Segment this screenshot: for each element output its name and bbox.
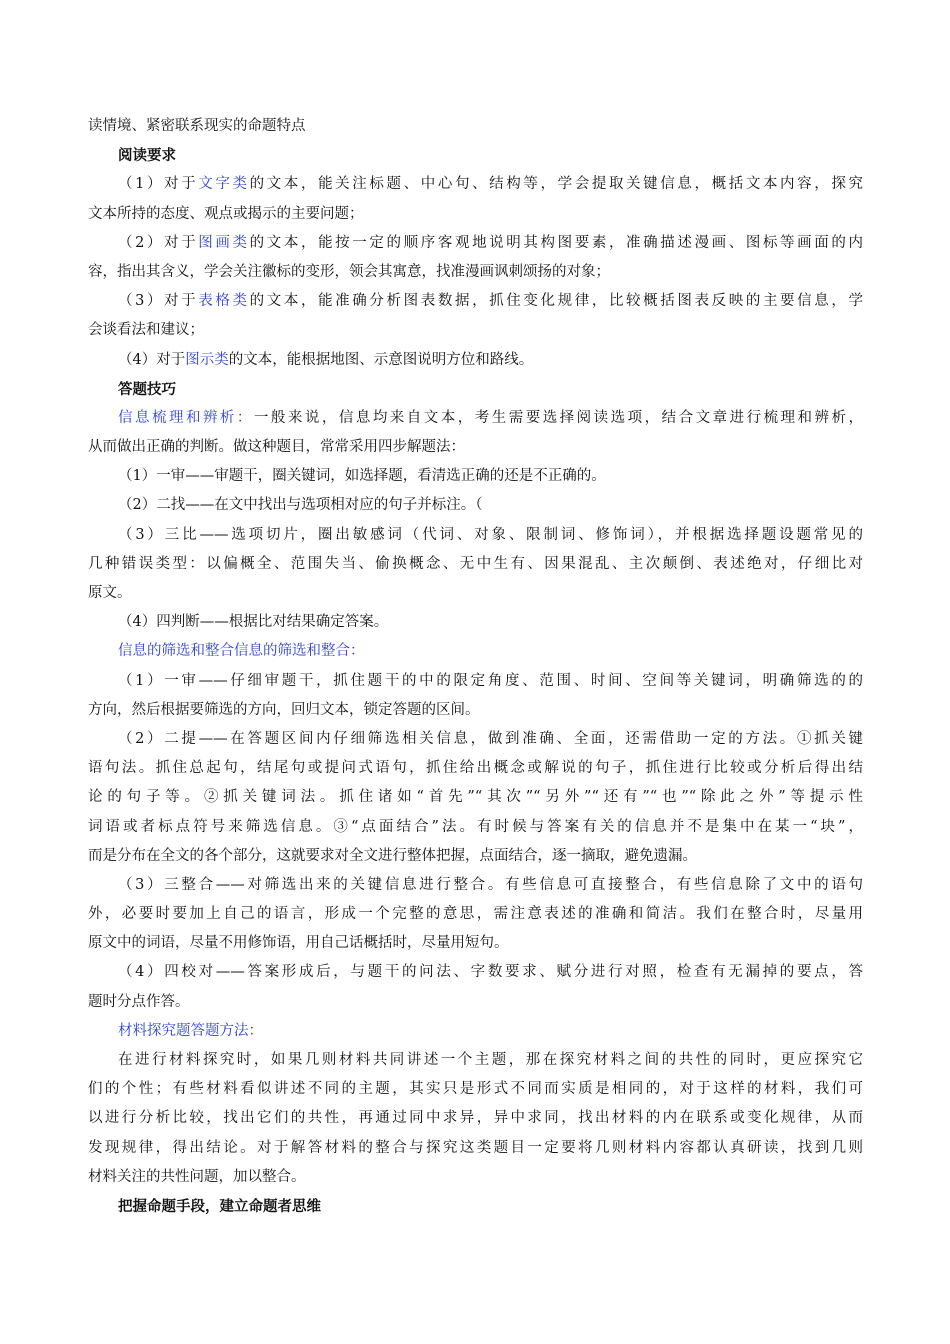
section2-step-2-line-2: 语句法。抓住总起句，结尾句或提问式语句，抓住给出概念或解说的句子，抓住进行比较或分析后得出结 bbox=[88, 760, 863, 777]
section2-step-1-line-2: 方向，然后根据要筛选的方向，回归文本，锁定答题的区间。 bbox=[88, 701, 480, 718]
final-heading: 把握命题手段，建立命题者思维 bbox=[118, 1197, 321, 1215]
section3-para-line-1: 在进行材料探究时，如果几则材料共同讲述一个主题，那在探究材料之间的共性的同时，更应探究它 bbox=[118, 1052, 863, 1068]
section2-step-4-line-2: 题时分点作答。 bbox=[88, 993, 190, 1010]
section1-intro-line-1: 信息梳理和辨析：一般来说，信息均来自文本，考生需要选择阅读选项，结合文章进行梳理和辨析， bbox=[118, 409, 863, 426]
term-picture-type: 图画类 bbox=[198, 234, 250, 251]
section2-step-2-line-5: 而是分布在全文的各个部分，这就要求对全文进行整体把握，点面结合，逐一摘取，避免遗漏。 bbox=[88, 847, 697, 864]
section2-step-3-line-3: 原文中的词语，尽量不用修饰语，用自己话概括时，尽量用短句。 bbox=[88, 935, 509, 952]
section3-title: 材料探究题答题方法： bbox=[118, 1022, 263, 1039]
req-item-2-line-1: （2）对于图画类的文本，能按一定的顺序客观地说明其构图要素，准确描述漫画、图标等画面的内 bbox=[118, 234, 864, 251]
reading-requirements-heading: 阅读要求 bbox=[118, 147, 176, 165]
req-item-3-line-1: （3）对于表格类的文本，能准确分析图表数据，抓住变化规律，比较概括图表反映的主要信息，学 bbox=[118, 293, 864, 310]
section1-step-4: （4）四判断——根据比对结果确定答案。 bbox=[118, 614, 389, 631]
intro-tail: 读情境、紧密联系现实的命题特点 bbox=[88, 118, 306, 134]
document-page bbox=[88, 112, 863, 1221]
section3-para-line-2: 们的个性；有些材料看似讲述不同的主题，其实只是形式不同而实质是相同的，对于这样的材料，我们可 bbox=[88, 1081, 863, 1098]
term-table-type: 表格类 bbox=[198, 293, 250, 310]
section2-step-2-line-4: 词语或者标点符号来筛选信息。③“点面结合”法。有时候与答案有关的信息并不是集中在某一“块”， bbox=[88, 818, 863, 835]
section1-intro-line-2: 从而做出正确的判断。做这种题目，常常采用四步解题法： bbox=[88, 439, 465, 456]
section1-step-3-line-3: 原文。 bbox=[88, 585, 132, 601]
section3-para-line-4: 发现规律，得出结论。对于解答材料的整合与探究这类题目一定要将几则材料内容都认真研读，找到几则 bbox=[88, 1139, 863, 1156]
section3-para-line-5: 材料关注的共性问题，加以整合。 bbox=[88, 1168, 306, 1185]
req-item-1-line-1: （1）对于文字类的文本，能关注标题、中心句、结构等，学会提取关键信息，概括文本内容，探究 bbox=[118, 176, 864, 193]
section2-step-4-line-1: （4）四校对——答案形成后，与题干的问法、字数要求、赋分进行对照，检查有无漏掉的要点，答 bbox=[118, 964, 863, 981]
section1-step-3-line-1: （3）三比——选项切片，圈出敏感词（代词、对象、限制词、修饰词），并根据选择题设题常见的 bbox=[118, 526, 863, 543]
section2-step-3-line-2: 外，必要时要加上自己的语言，形成一个完整的意思，需注意表述的准确和简洁。我们在整合时，尽量用 bbox=[88, 906, 863, 923]
section1-step-1: （1）一审——审题干，圈关键词，如选择题，看清选正确的还是不正确的。 bbox=[118, 468, 606, 485]
section1-title: 信息梳理和辨析： bbox=[118, 409, 254, 426]
section1-step-3-line-2: 几种错误类型：以偏概全、范围失当、偷换概念、无中生有、因果混乱、主次颠倒、表述绝对，仔细比对 bbox=[88, 555, 863, 572]
term-diagram-type: 图示类 bbox=[185, 351, 229, 368]
req-item-3-line-2: 会谈看法和建议； bbox=[88, 322, 204, 339]
req-item-1-line-2: 文本所持的态度、观点或揭示的主要问题； bbox=[88, 205, 364, 222]
section2-step-2-line-3: 论的句子等。②抓关键词法。抓住诸如“首先”“其次”“另外”“还有”“也”“除此之外”等提示性 bbox=[88, 789, 863, 806]
term-text-type: 文字类 bbox=[198, 176, 250, 193]
answer-skills-heading: 答题技巧 bbox=[118, 380, 176, 398]
req-item-2-line-2: 容，指出其含义，学会关注徽标的变形，领会其寓意，找准漫画讽刺颂扬的对象； bbox=[88, 263, 610, 280]
section2-step-3-line-1: （3）三整合——对筛选出来的关键信息进行整合。有些信息可直接整合，有些信息除了文中的语句 bbox=[118, 876, 863, 893]
section2-title: 信息的筛选和整合信息的筛选和整合： bbox=[118, 643, 365, 660]
section1-step-2: （2）二找——在文中找出与选项相对应的句子并标注。（ bbox=[118, 497, 483, 514]
req-item-4: （4）对于图示类的文本，能根据地图、示意图说明方位和路线。 bbox=[118, 351, 534, 368]
section2-step-1-line-1: （1）一审——仔细审题干，抓住题干的中的限定角度、范围、时间、空间等关键词，明确筛选的的 bbox=[118, 672, 863, 689]
section2-step-2-line-1: （2）二提——在答题区间内仔细筛选相关信息，做到准确、全面，还需借助一定的方法。①抓关键 bbox=[118, 730, 863, 747]
section3-para-line-3: 以进行分析比较，找出它们的共性，再通过同中求异，异中求同，找出材料的内在联系或变化规律，从而 bbox=[88, 1110, 863, 1127]
